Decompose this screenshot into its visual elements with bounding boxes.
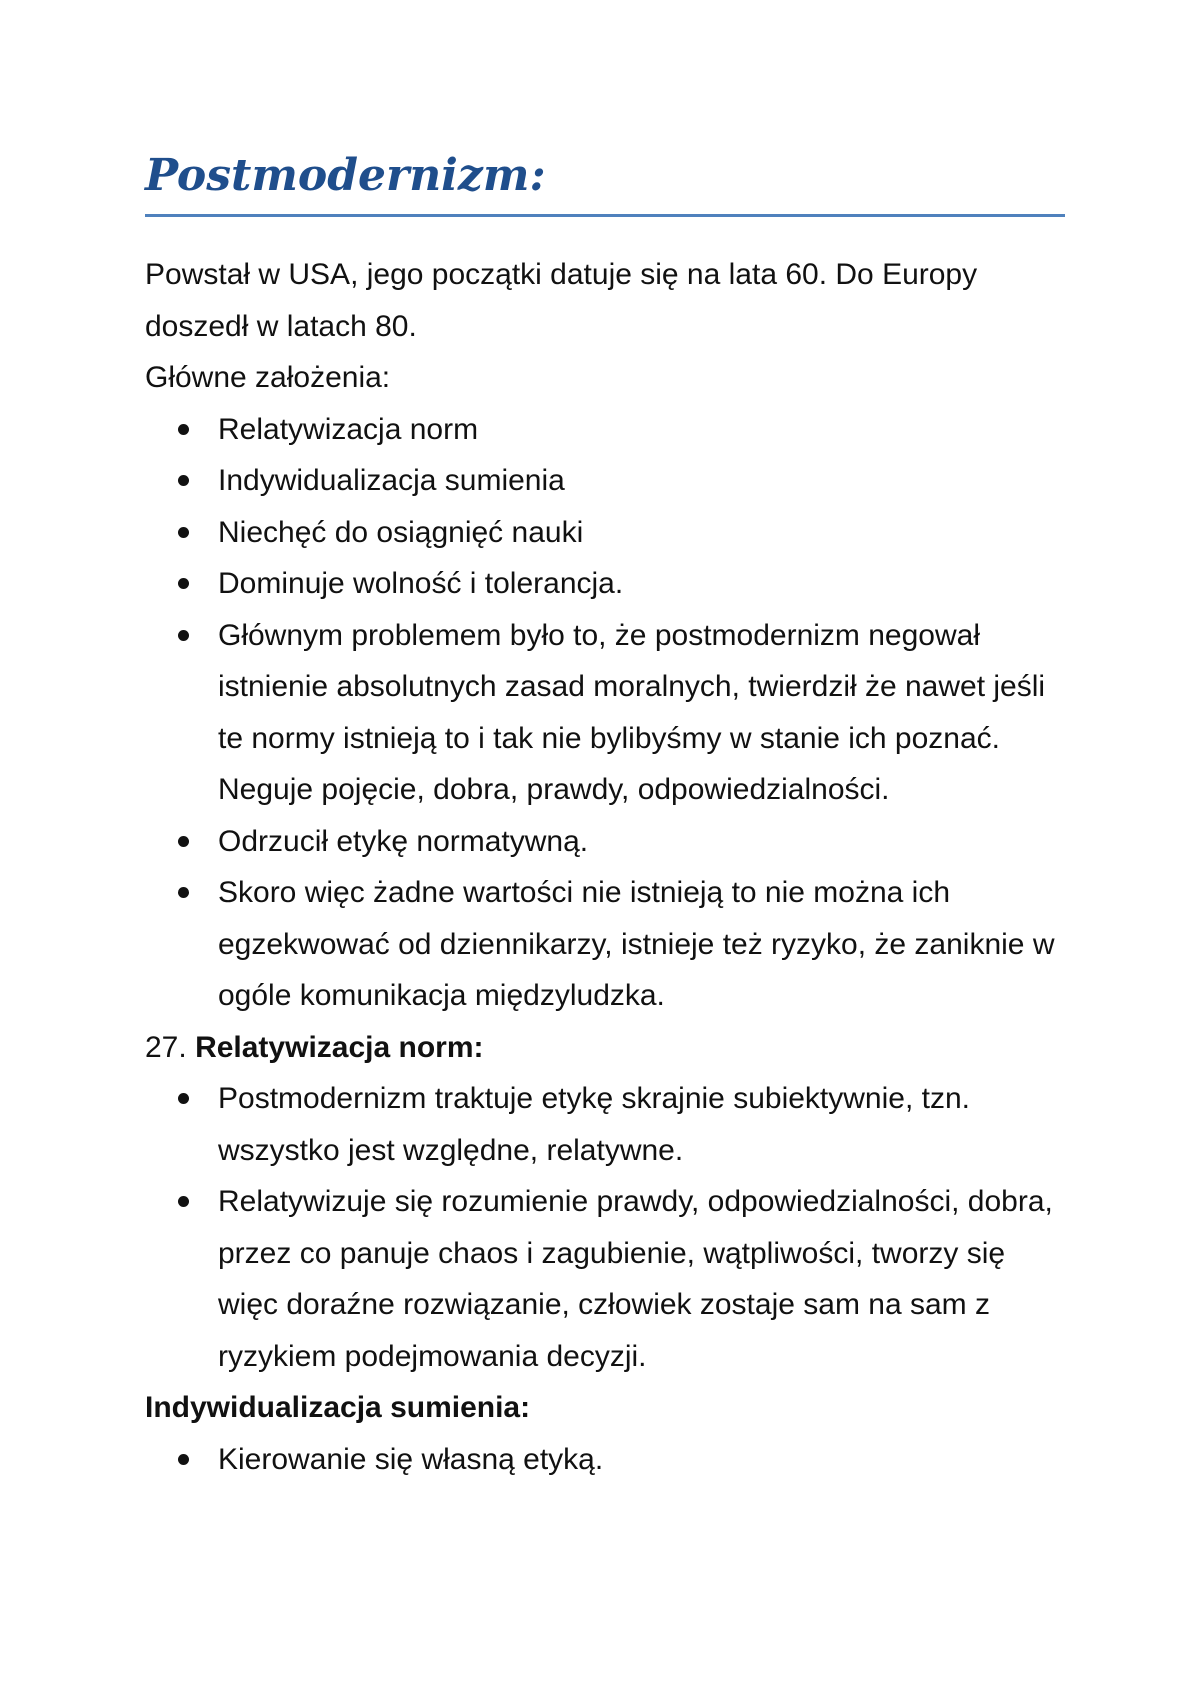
list-item-text: Kierowanie się własną etyką. — [218, 1442, 604, 1476]
title-underline — [145, 214, 1065, 217]
indywidualizacja-list — [145, 1434, 1065, 1486]
bullet-icon — [178, 1454, 189, 1465]
bullet-icon — [178, 1093, 189, 1104]
assumptions-label: Główne założenia: — [145, 361, 391, 394]
assumptions-list — [145, 404, 1065, 1022]
list-item-text: Głównym problemem było to, że postmodernizm negował istnienie absolutnych zasad moralnych, twierdził że nawet jeśli te normy istnieją to i tak nie bylibyśmy w stanie ich poznać. Neguje pojęcie, dobra, prawdy, odpowiedzialności. — [218, 618, 1046, 806]
list-item — [145, 867, 1065, 1022]
bullet-icon — [178, 475, 189, 486]
list-item — [145, 816, 1065, 868]
list-item — [145, 1176, 1065, 1382]
list-item — [145, 558, 1065, 610]
section-heading-indywidualizacja: Indywidualizacja sumienia: — [145, 1391, 531, 1424]
document-page — [145, 140, 1065, 1485]
list-item — [145, 455, 1065, 507]
list-item — [145, 404, 1065, 456]
bullet-icon — [178, 1196, 189, 1207]
list-item-text: Dominuje wolność i tolerancja. — [218, 567, 624, 600]
list-item-text: Relatywizacja norm — [218, 412, 479, 446]
relatywizacja-list — [145, 1073, 1065, 1382]
list-item — [145, 507, 1065, 559]
page-title: Postmodernizm: — [145, 150, 546, 201]
list-item-text: Postmodernizm traktuje etykę skrajnie subiektywnie, tzn. wszystko jest względne, relatywne. — [218, 1082, 970, 1167]
section-heading-relatywizacja — [145, 1022, 1065, 1074]
list-item — [145, 1073, 1065, 1176]
bullet-icon — [178, 836, 189, 847]
list-item — [145, 1434, 1065, 1486]
section-number: 27. — [145, 1030, 187, 1064]
list-item — [145, 610, 1065, 816]
list-item-text: Niechęć do osiągnięć nauki — [218, 515, 584, 549]
bullet-icon — [178, 578, 189, 589]
intro-paragraph: Powstał w USA, jego początki datuje się na lata 60. Do Europy doszedł w latach 80. — [145, 258, 978, 343]
bullet-icon — [178, 527, 189, 538]
section-heading-text: Relatywizacja norm: — [195, 1030, 484, 1064]
list-item-text: Skoro więc żadne wartości nie istnieją to nie można ich egzekwować od dziennikarzy, istnieje też ryzyko, że zaniknie w ogóle komunikacja międzyludzka. — [218, 876, 1055, 1012]
list-item-text: Indywidualizacja sumienia — [218, 464, 565, 497]
bullet-icon — [178, 424, 189, 435]
list-item-text: Odrzucił etykę normatywną. — [218, 824, 589, 858]
bullet-icon — [178, 887, 189, 898]
bullet-icon — [178, 630, 189, 641]
list-item-text: Relatywizuje się rozumienie prawdy, odpowiedzialności, dobra, przez co panuje chaos i zagubienie, wątpliwości, tworzy się więc doraźne rozwiązanie, człowiek zostaje sam na sam z ryzykiem podejmowania decyzji. — [218, 1185, 1053, 1373]
